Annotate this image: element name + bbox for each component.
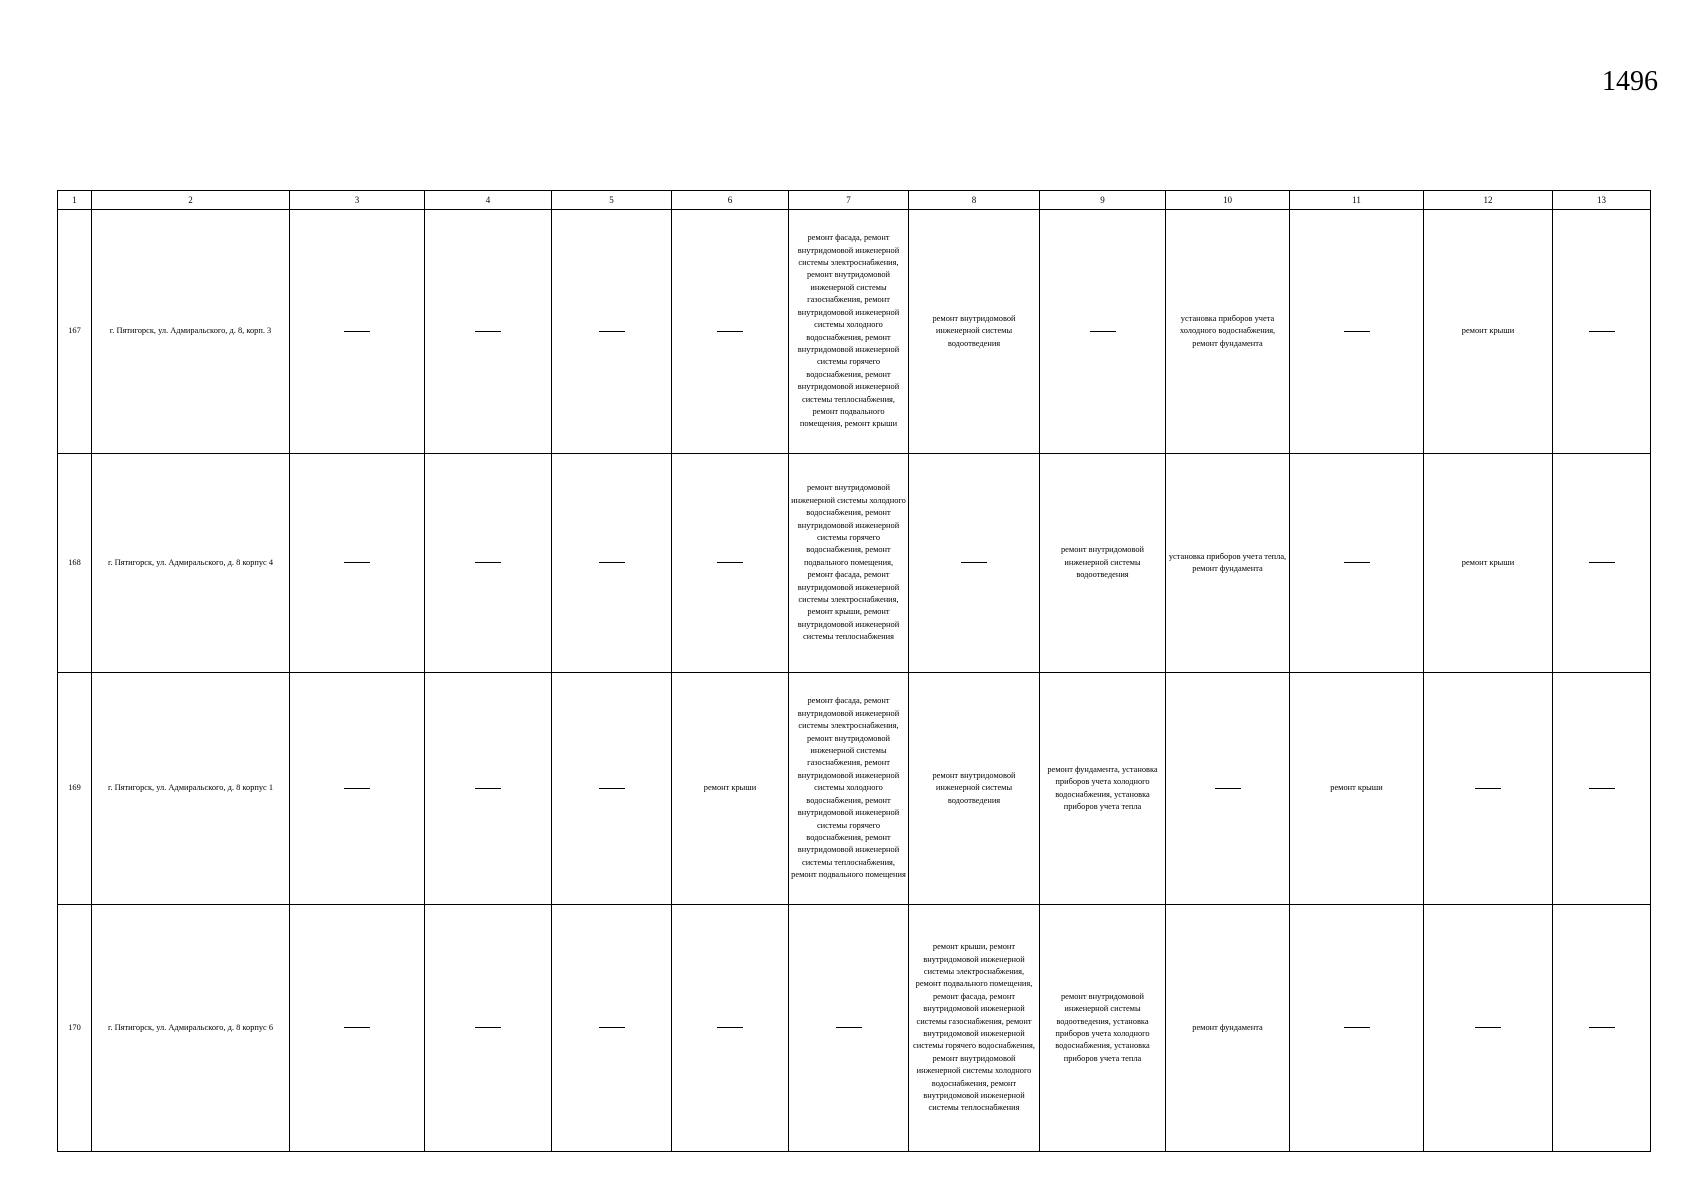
dash-mark [475, 562, 501, 563]
column-header: 12 [1424, 191, 1553, 210]
works-cell: ремонт крыши [672, 673, 789, 905]
address-cell: г. Пятигорск, ул. Адмиральского, д. 8 корпус 6 [92, 905, 290, 1152]
dash-mark [344, 1027, 370, 1028]
page-number: 1496 [1602, 66, 1658, 97]
works-cell: установка приборов учета тепла, ремонт фундамента [1166, 454, 1290, 673]
empty-cell [425, 454, 552, 673]
dash-mark [1344, 1027, 1370, 1028]
address-cell: г. Пятигорск, ул. Адмиральского, д. 8 корпус 1 [92, 673, 290, 905]
dash-mark [599, 788, 625, 789]
empty-cell [425, 905, 552, 1152]
dash-mark [599, 562, 625, 563]
dash-mark [717, 331, 743, 332]
column-number-row [58, 191, 1651, 210]
works-cell: ремонт внутридомовой инженерной системы холодного водоснабжения, ремонт внутридомовой инженерной системы горячего водоснабжения, ремонт подвального помещения, ремонт фасада, ремонт внутридомовой инженерной системы электроснабжения, ремонт крыши, ремонт внутридомовой инженерной системы теплоснабжения [789, 454, 909, 673]
table-row [58, 454, 1651, 673]
column-header: 11 [1290, 191, 1424, 210]
empty-cell [672, 210, 789, 454]
dash-mark [344, 562, 370, 563]
empty-cell [290, 454, 425, 673]
column-header: 1 [58, 191, 92, 210]
empty-cell [552, 905, 672, 1152]
works-cell: ремонт крыши [1290, 673, 1424, 905]
empty-cell [1424, 673, 1553, 905]
dash-mark [1589, 1027, 1615, 1028]
address-cell: г. Пятигорск, ул. Адмиральского, д. 8 корпус 4 [92, 454, 290, 673]
dash-mark [475, 788, 501, 789]
empty-cell [672, 905, 789, 1152]
dash-mark [717, 1027, 743, 1028]
empty-cell [1553, 210, 1651, 454]
empty-cell [290, 673, 425, 905]
dash-mark [1344, 331, 1370, 332]
works-cell: ремонт внутридомовой инженерной системы водоотведения, установка приборов учета холодного водоснабжения, установка приборов учета тепла [1040, 905, 1166, 1152]
works-cell: ремонт крыши [1424, 210, 1553, 454]
empty-cell [552, 673, 672, 905]
empty-cell [425, 673, 552, 905]
empty-cell [909, 454, 1040, 673]
works-cell: ремонт фундамента [1166, 905, 1290, 1152]
empty-cell [1553, 454, 1651, 673]
empty-cell [1290, 210, 1424, 454]
works-cell: ремонт внутридомовой инженерной системы водоотведения [909, 673, 1040, 905]
empty-cell [425, 210, 552, 454]
dash-mark [1475, 1027, 1501, 1028]
empty-cell [1166, 673, 1290, 905]
row-number: 170 [58, 905, 92, 1152]
empty-cell [789, 905, 909, 1152]
works-cell: ремонт внутридомовой инженерной системы водоотведения [1040, 454, 1166, 673]
empty-cell [290, 905, 425, 1152]
works-cell: ремонт внутридомовой инженерной системы водоотведения [909, 210, 1040, 454]
empty-cell [1553, 905, 1651, 1152]
empty-cell [1424, 905, 1553, 1152]
row-number: 168 [58, 454, 92, 673]
works-cell: ремонт крыши [1424, 454, 1553, 673]
column-header: 5 [552, 191, 672, 210]
column-header: 13 [1553, 191, 1651, 210]
column-header: 3 [290, 191, 425, 210]
dash-mark [599, 1027, 625, 1028]
dash-mark [961, 562, 987, 563]
works-cell: ремонт крыши, ремонт внутридомовой инженерной системы электроснабжения, ремонт подвального помещения, ремонт фасада, ремонт внутридомовой инженерной системы газоснабжения, ремонт внутридомовой инженерной системы горячего водоснабжения, ремонт внутридомовой инженерной системы холодного водоснабжения, ремонт внутридомовой инженерной системы теплоснабжения [909, 905, 1040, 1152]
empty-cell [1553, 673, 1651, 905]
dash-mark [1589, 331, 1615, 332]
works-cell: ремонт фундамента, установка приборов учета холодного водоснабжения, установка приборов учета тепла [1040, 673, 1166, 905]
column-header: 6 [672, 191, 789, 210]
column-header: 7 [789, 191, 909, 210]
dash-mark [1090, 331, 1116, 332]
column-header: 2 [92, 191, 290, 210]
row-number: 169 [58, 673, 92, 905]
column-header: 8 [909, 191, 1040, 210]
column-header: 4 [425, 191, 552, 210]
dash-mark [717, 562, 743, 563]
dash-mark [1475, 788, 1501, 789]
dash-mark [836, 1027, 862, 1028]
table-row [58, 905, 1651, 1152]
empty-cell [552, 210, 672, 454]
table-row [58, 673, 1651, 905]
dash-mark [475, 1027, 501, 1028]
works-cell: ремонт фасада, ремонт внутридомовой инженерной системы электроснабжения, ремонт внутридомовой инженерной системы газоснабжения, ремонт внутридомовой инженерной системы холодного водоснабжения, ремонт внутридомовой инженерной системы горячего водоснабжения, ремонт внутридомовой инженерной системы теплоснабжения, ремонт подвального помещения, ремонт крыши [789, 210, 909, 454]
row-number: 167 [58, 210, 92, 454]
empty-cell [1040, 210, 1166, 454]
dash-mark [1215, 788, 1241, 789]
dash-mark [1589, 788, 1615, 789]
address-cell: г. Пятигорск, ул. Адмиральского, д. 8, корп. 3 [92, 210, 290, 454]
dash-mark [1589, 562, 1615, 563]
column-header: 9 [1040, 191, 1166, 210]
empty-cell [1290, 905, 1424, 1152]
column-header: 10 [1166, 191, 1290, 210]
empty-cell [1290, 454, 1424, 673]
empty-cell [290, 210, 425, 454]
dash-mark [1344, 562, 1370, 563]
works-cell: ремонт фасада, ремонт внутридомовой инженерной системы электроснабжения, ремонт внутридомовой инженерной системы газоснабжения, ремонт внутридомовой инженерной системы холодного водоснабжения, ремонт внутридомовой инженерной системы горячего водоснабжения, ремонт внутридомовой инженерной системы теплоснабжения, ремонт подвального помещения [789, 673, 909, 905]
dash-mark [599, 331, 625, 332]
works-cell: установка приборов учета холодного водоснабжения, ремонт фундамента [1166, 210, 1290, 454]
empty-cell [552, 454, 672, 673]
table-row [58, 210, 1651, 454]
dash-mark [344, 788, 370, 789]
dash-mark [475, 331, 501, 332]
repair-schedule-table [57, 190, 1651, 1152]
empty-cell [672, 454, 789, 673]
dash-mark [344, 331, 370, 332]
